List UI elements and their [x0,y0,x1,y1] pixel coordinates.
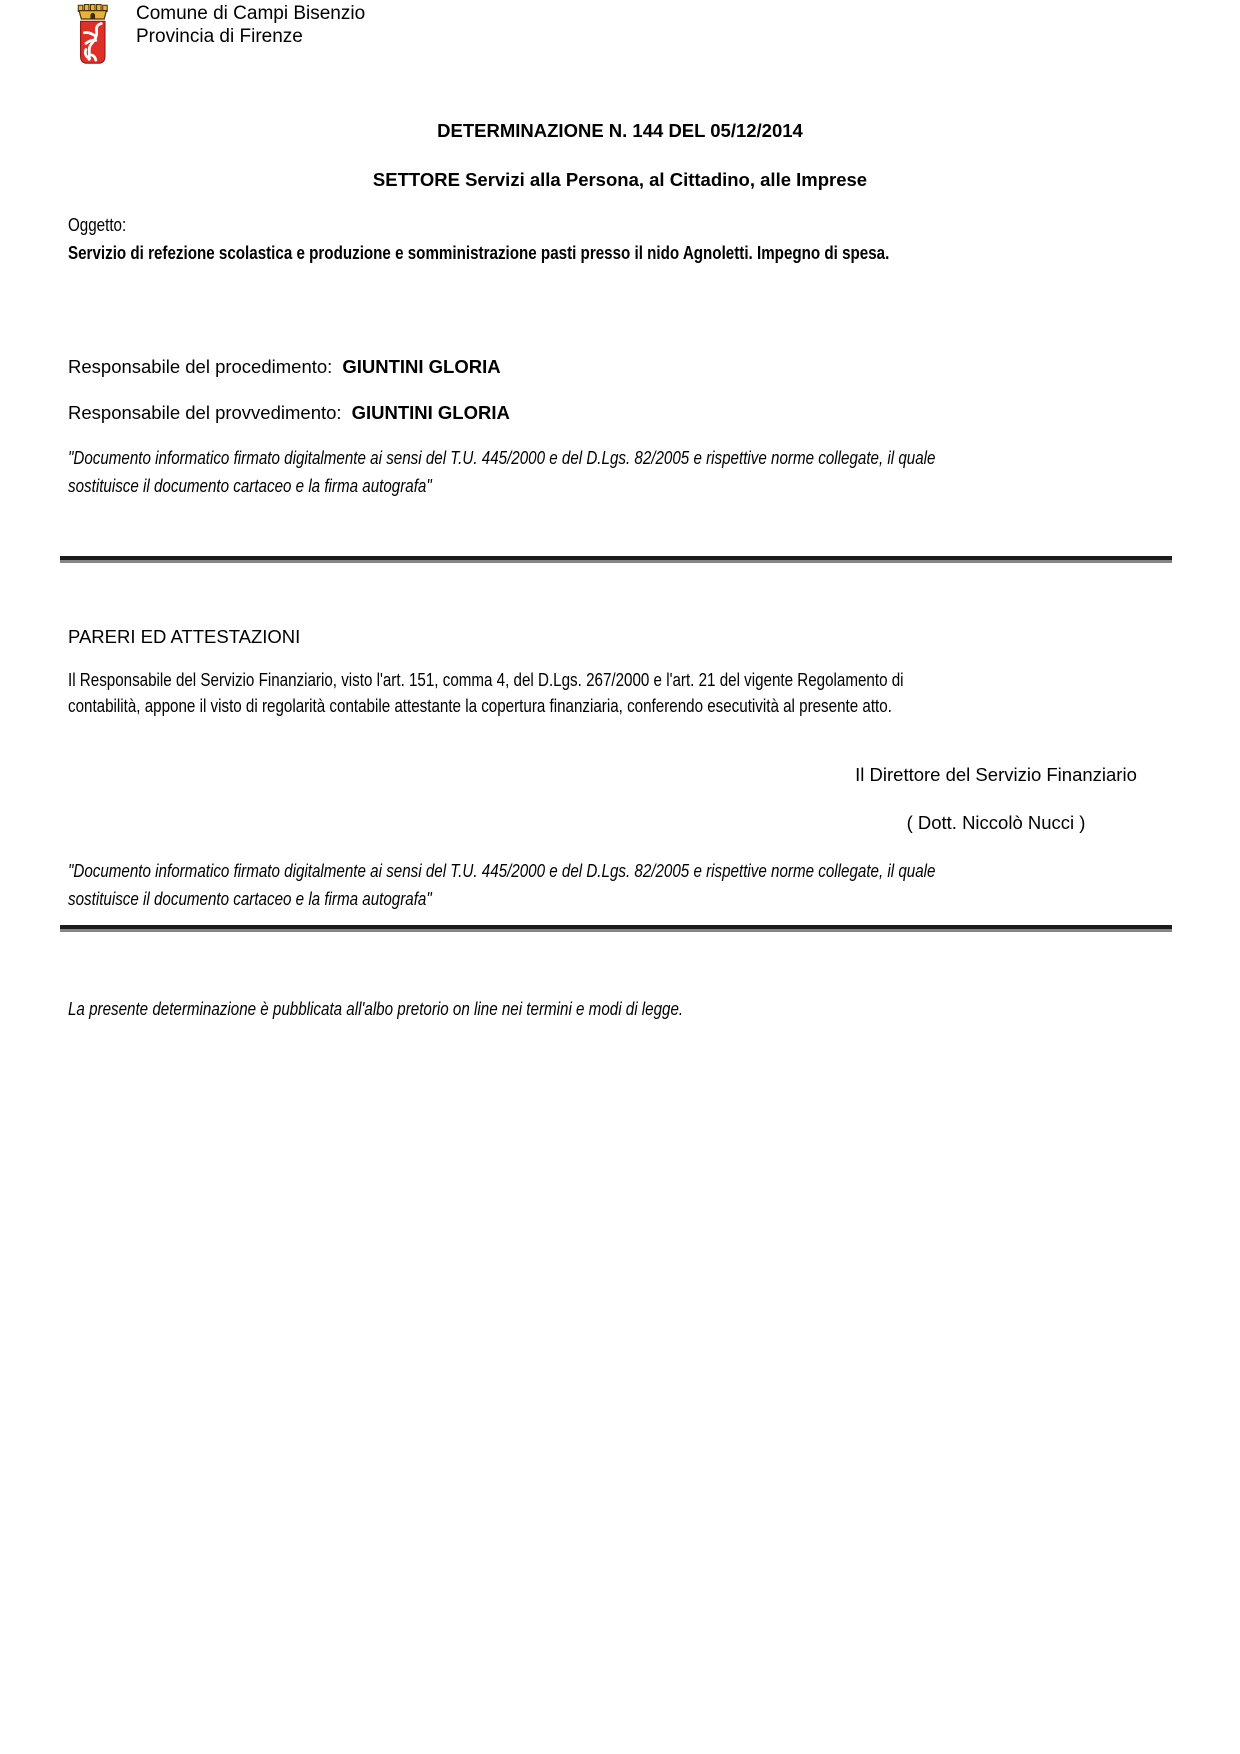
determination-title: DETERMINAZIONE N. 144 DEL 05/12/2014 [437,120,803,141]
letterhead [136,2,365,48]
responsible-procedure-name: GIUNTINI GLORIA [342,356,501,377]
digital-signature-note: "Documento informatico firmato digitalmente ai sensi del T.U. 445/2000 e del D.Lgs. 82/2005 e rispettive norme collegate, il quale sostituisce il documento cartaceo e la firma autografa" [68,860,936,909]
responsible-provision-name: GIUNTINI GLORIA [351,402,510,423]
horizontal-rule [60,925,1172,932]
responsible-procedure-label: Responsabile del procedimento: [68,356,333,377]
sector-title: SETTORE Servizi alla Persona, al Cittadino, alle Imprese [372,169,868,190]
horizontal-rule [60,556,1172,563]
responsible-provision-row [68,402,510,424]
opinions-heading: PARERI ED ATTESTAZIONI [68,626,301,647]
publication-note: La presente determinazione è pubblicata all'albo pretorio on line nei termini e modi di legge. [68,998,684,1019]
signature-name: ( Dott. Niccolò Nucci ) [906,812,1086,833]
responsible-provision-label: Responsabile del provvedimento: [68,402,342,423]
subject-text: Servizio di refezione scolastica e produzione e somministrazione pasti presso il nido Agnoletti. Impegno di spesa. [68,242,890,263]
coat-of-arms-icon [69,3,115,67]
opinions-body: Il Responsabile del Servizio Finanziario, visto l'art. 151, comma 4, del D.Lgs. 267/2000 e l'art. 21 del vigente Regolamento di contabilità, appone il visto di regolarità contabile attestante la copertura finanziaria, conferendo esecutività al presente atto. [68,669,904,716]
subject-label: Oggetto: [68,214,127,235]
municipality-name: Comune di Campi Bisenzio [136,3,366,24]
signature-block [838,764,1154,834]
digital-signature-note: "Documento informatico firmato digitalmente ai sensi del T.U. 445/2000 e del D.Lgs. 82/2005 e rispettive norme collegate, il quale sostituisce il documento cartaceo e la firma autografa" [68,447,936,496]
signature-role: Il Direttore del Servizio Finanziario [855,764,1137,785]
responsible-procedure-row [68,356,501,378]
province-name: Provincia di Firenze [136,26,303,47]
crown-shape [78,5,107,19]
